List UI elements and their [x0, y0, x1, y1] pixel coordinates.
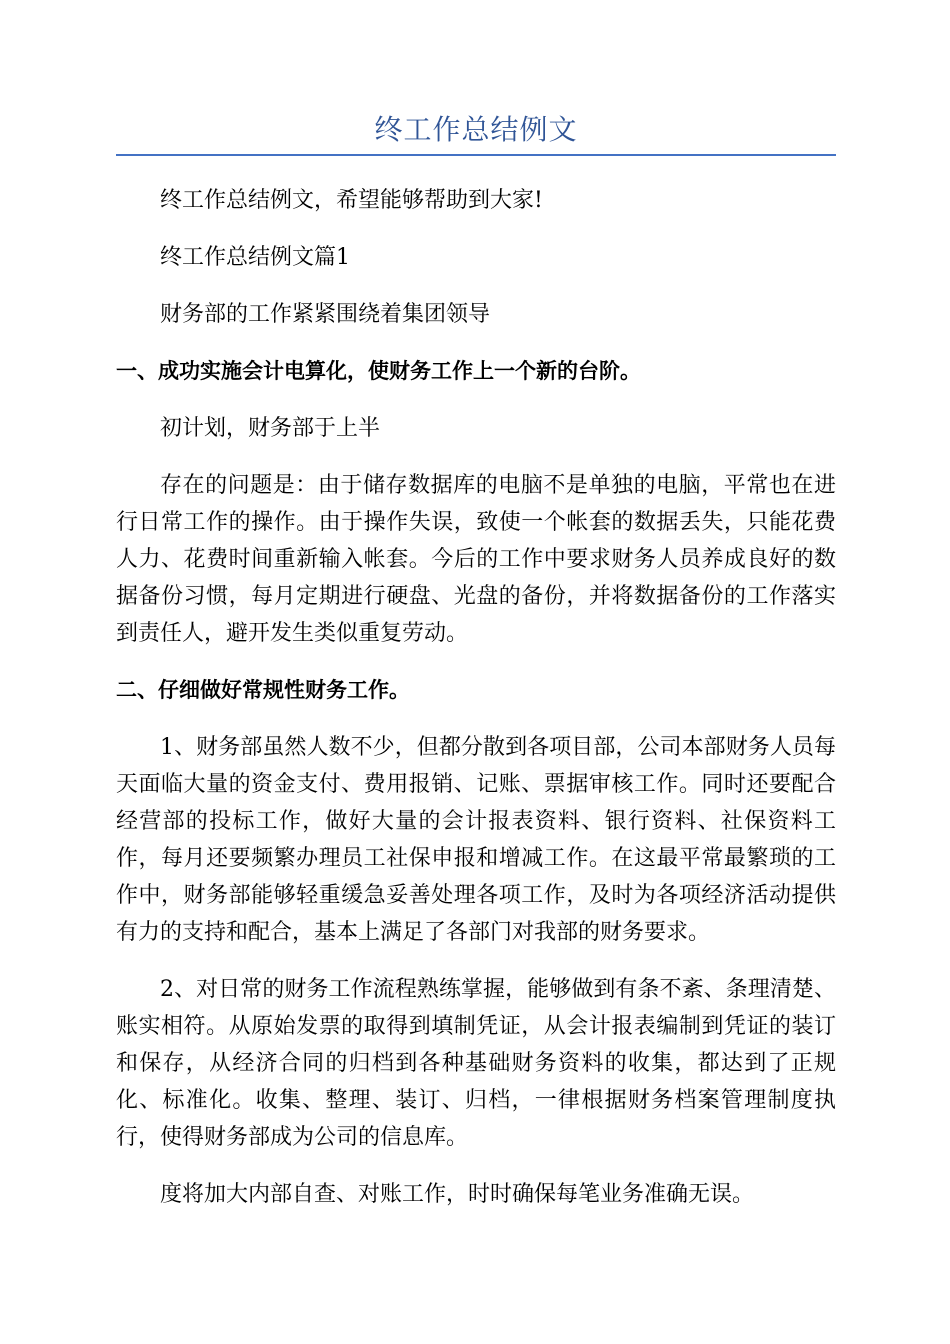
document-page [116, 110, 836, 1233]
paragraph-item-2: 2、对日常的财务工作流程熟练掌握，能够做到有条不紊、条理清楚、账实相符。从原始发票的取得到填制凭证，从会计报表编制到凭证的装订和保存，从经济合同的归档到各种基础财务资料的收集，都达到了正规化、标准化。收集、整理、装订、归档，一律根据财务档案管理制度执行，使得财务部成为公司的信息库。 [116, 977, 836, 1150]
document-body [116, 182, 836, 1213]
paragraph-item-1: 1、财务部虽然人数不少，但都分散到各项目部，公司本部财务人员每天面临大量的资金支付、费用报销、记账、票据审核工作。同时还要配合经营部的投标工作，做好大量的会计报表资料、银行资料、社保资料工作，每月还要频繁办理员工社保申报和增减工作。在这最平常最繁琐的工作中，财务部能够轻重缓急妥善处理各项工作，及时为各项经济活动提供有力的支持和配合，基本上满足了各部门对我部的财务要求。 [116, 735, 836, 945]
document-title: 终工作总结例文 [116, 110, 836, 156]
paragraph-intro: 终工作总结例文，希望能够帮助到大家! [160, 188, 543, 213]
paragraph-plan: 初计划，财务部于上半 [160, 416, 381, 441]
section-heading-1: 一、成功实施会计电算化，使财务工作上一个新的台阶。 [116, 359, 641, 383]
section-heading-2: 二、仔细做好常规性财务工作。 [116, 678, 410, 702]
paragraph-lead: 财务部的工作紧紧围绕着集团领导 [160, 302, 491, 327]
paragraph-closing: 度将加大内部自查、对账工作，时时确保每笔业务准确无误。 [160, 1182, 755, 1207]
paragraph-part-title: 终工作总结例文篇1 [160, 245, 350, 270]
paragraph-problem: 存在的问题是：由于储存数据库的电脑不是单独的电脑，平常也在进行日常工作的操作。由于操作失误，致使一个帐套的数据丢失，只能花费人力、花费时间重新输入帐套。今后的工作中要求财务人员养成良好的数据备份习惯，每月定期进行硬盘、光盘的备份，并将数据备份的工作落实到责任人，避开发生类似重复劳动。 [116, 473, 836, 646]
